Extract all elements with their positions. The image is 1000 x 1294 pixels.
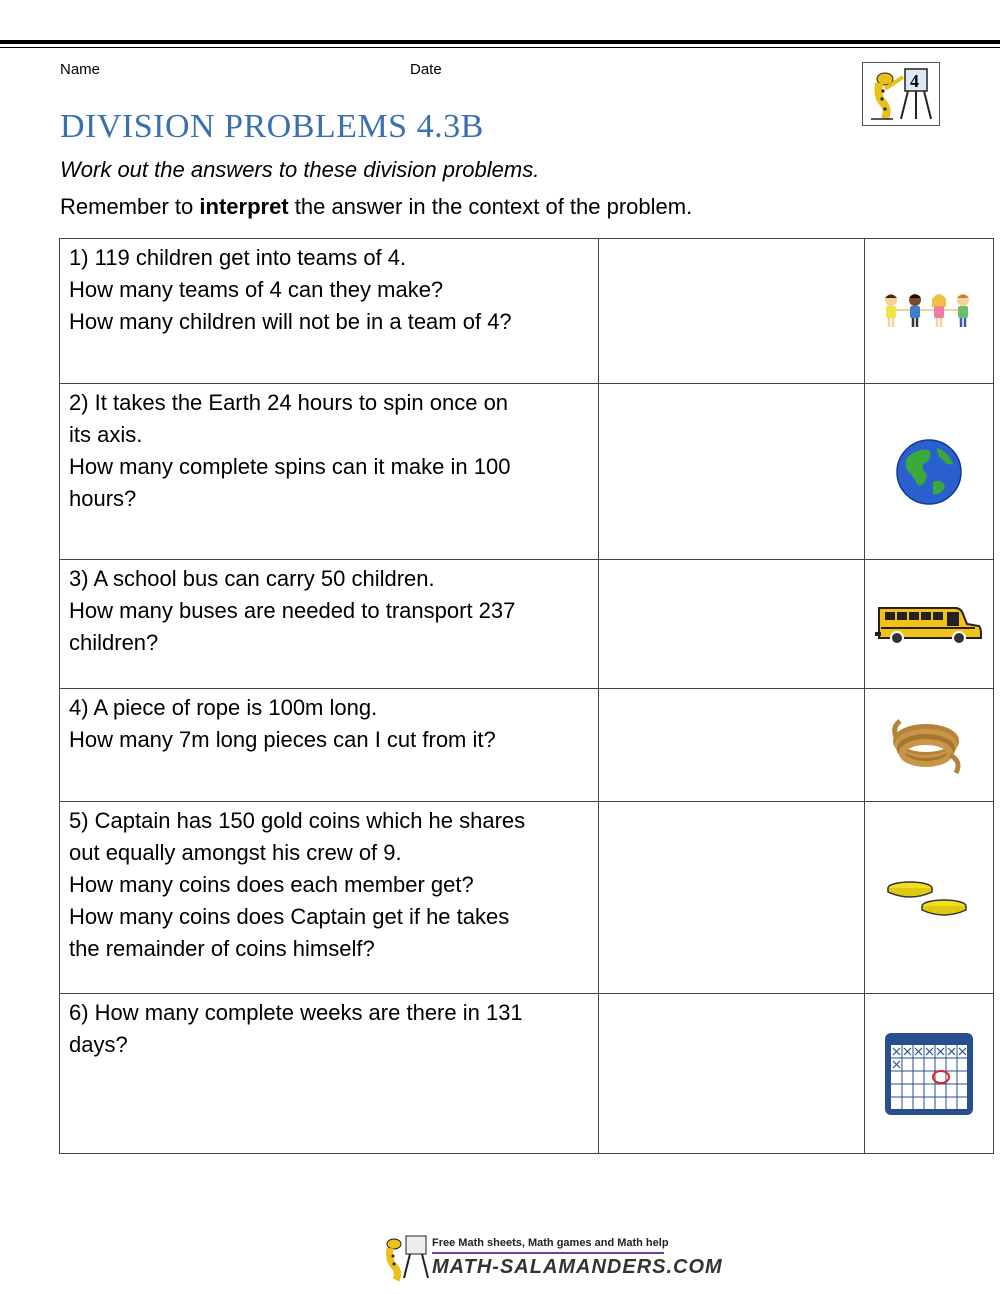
- problem-line: out equally amongst his crew of 9.: [69, 840, 402, 865]
- picture-cell-1: [865, 239, 994, 384]
- name-label: Name: [60, 61, 101, 78]
- calendar-icon: [883, 1031, 975, 1117]
- problem-text-1: [60, 239, 599, 384]
- reminder-bold-word: interpret: [199, 194, 289, 219]
- top-rule-thin: [0, 47, 1000, 48]
- problem-line: 6) How many complete weeks are there in 131: [69, 1000, 523, 1025]
- page-title: DIVISION PROBLEMS 4.3B: [60, 108, 484, 145]
- earth-icon: [895, 438, 963, 506]
- problem-line: How many coins does Captain get if he takes: [69, 904, 510, 929]
- badge-number: 4: [910, 71, 919, 91]
- problem-line: 3) A school bus can carry 50 children.: [69, 566, 435, 591]
- footer-tagline: Free Math sheets, Math games and Math help: [432, 1237, 669, 1249]
- answer-box-3[interactable]: [599, 560, 865, 689]
- picture-cell-5: [865, 802, 994, 994]
- salamander-logo-badge: [862, 62, 940, 126]
- top-rule-thick: [0, 40, 1000, 44]
- problem-line: its axis.: [69, 422, 143, 447]
- problem-line: hours?: [69, 486, 137, 511]
- salamander-footer-icon: [380, 1232, 430, 1282]
- children-icon: [879, 291, 979, 331]
- rope-icon: [890, 711, 968, 779]
- problem-line: 2) It takes the Earth 24 hours to spin once on: [69, 390, 509, 415]
- problem-row-6: [60, 994, 994, 1154]
- answer-box-4[interactable]: [599, 689, 865, 802]
- answer-box-2[interactable]: [599, 384, 865, 560]
- problem-line: children?: [69, 630, 159, 655]
- picture-cell-3: [865, 560, 994, 689]
- problems-table: [59, 238, 994, 1154]
- problem-row-4: [60, 689, 994, 802]
- picture-cell-4: [865, 689, 994, 802]
- footer-logo: [380, 1232, 723, 1282]
- problem-text-4: [60, 689, 599, 802]
- problem-line: How many children will not be in a team of 4?: [69, 309, 512, 334]
- problem-line: 5) Captain has 150 gold coins which he shares: [69, 808, 526, 833]
- school-bus-icon: [875, 602, 983, 646]
- reminder-text-end: the answer in the context of the problem.: [288, 194, 693, 219]
- problem-line: 4) A piece of rope is 100m long.: [69, 695, 378, 720]
- problem-row-3: [60, 560, 994, 689]
- answer-box-6[interactable]: [599, 994, 865, 1154]
- picture-cell-2: [865, 384, 994, 560]
- problem-line: How many 7m long pieces can I cut from it?: [69, 727, 496, 752]
- footer-divider: [432, 1252, 664, 1254]
- instruction-text: Work out the answers to these division problems.: [60, 157, 540, 182]
- problem-line: How many complete spins can it make in 100: [69, 454, 511, 479]
- interpret-reminder: [60, 194, 692, 220]
- problem-text-5: [60, 802, 599, 994]
- answer-box-5[interactable]: [599, 802, 865, 994]
- reminder-text-start: Remember to: [60, 194, 200, 219]
- problem-text-6: [60, 994, 599, 1154]
- picture-cell-6: [865, 994, 994, 1154]
- gold-coins-icon: [884, 876, 974, 920]
- problem-line: How many teams of 4 can they make?: [69, 277, 444, 302]
- salamander-teacher-icon: [863, 63, 939, 125]
- answer-box-1[interactable]: [599, 239, 865, 384]
- problem-line: the remainder of coins himself?: [69, 936, 375, 961]
- date-label: Date: [410, 61, 442, 78]
- problem-text-2: [60, 384, 599, 560]
- problem-row-2: [60, 384, 994, 560]
- problem-row-5: [60, 802, 994, 994]
- problem-line: How many buses are needed to transport 237: [69, 598, 516, 623]
- problem-text-3: [60, 560, 599, 689]
- problem-line: days?: [69, 1032, 128, 1057]
- problem-row-1: [60, 239, 994, 384]
- footer-site-name: MATH-SALAMANDERS.COM: [432, 1256, 723, 1278]
- problem-line: 1) 119 children get into teams of 4.: [69, 245, 407, 270]
- problem-line: How many coins does each member get?: [69, 872, 474, 897]
